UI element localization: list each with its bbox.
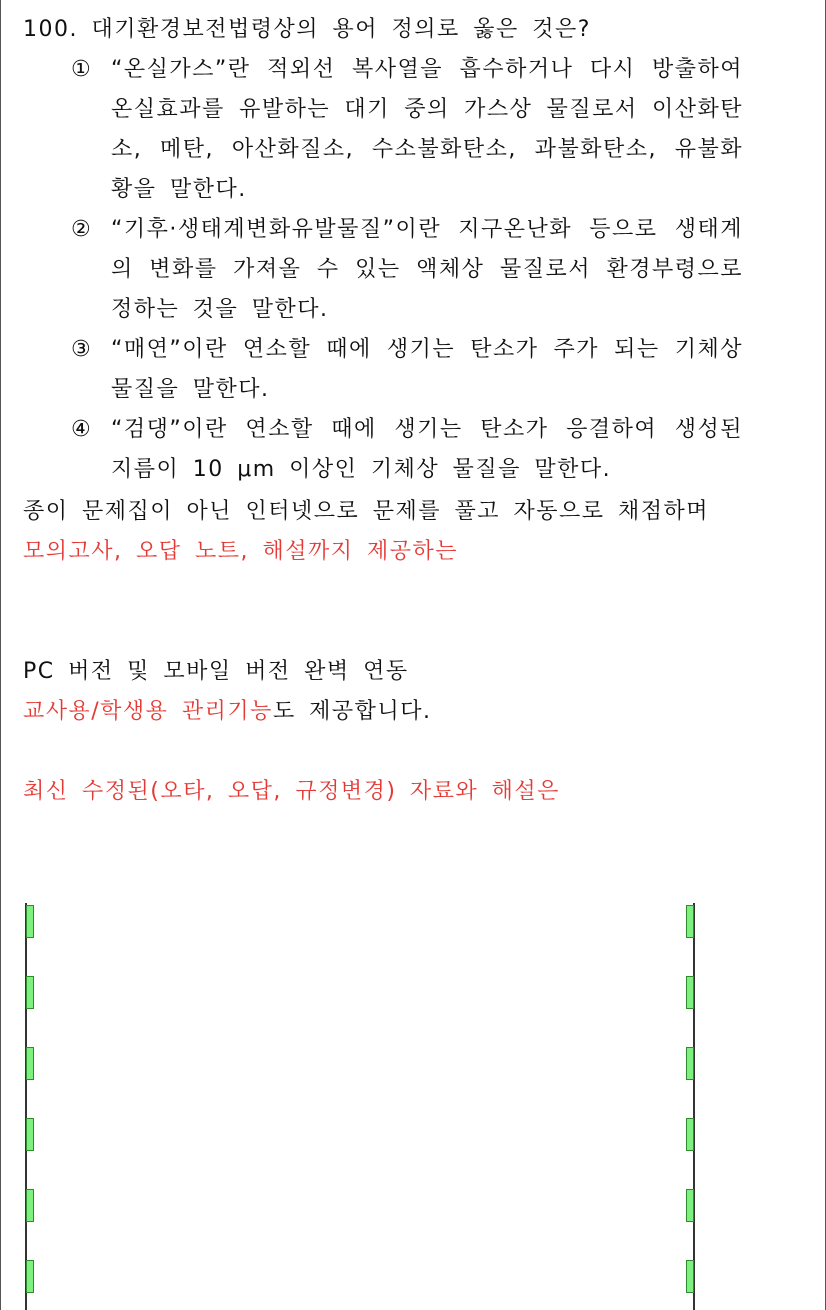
frame-marker [26,1260,34,1293]
option-2 [23,210,813,330]
frame-right-line [693,903,695,1310]
option-3-text: “매연”이란 연소할 때에 생기는 탄소가 주가 되는 기체상 물질을 말한다. [111,337,743,402]
option-2-number: ② [71,217,93,242]
frame-marker [26,976,34,1009]
frame-marker [26,1189,34,1222]
option-3-number: ③ [71,337,93,362]
question-title: 100. 대기환경보전법령상의 용어 정의로 옳은 것은? [23,17,591,42]
frame-marker [686,1118,694,1151]
promo-line-management [23,692,813,732]
frame-marker [686,905,694,938]
option-3 [23,330,813,410]
option-4-text: “검댕”이란 연소할 때에 생기는 탄소가 응결하여 생성된 지름이 10 μm 이상인 기체상 물질을 말한다. [111,417,743,482]
promo-management-rest: 도 제공합니다. [272,699,432,724]
frame-marker [686,1047,694,1080]
promo-line-latest: 최신 수정된(오타, 오답, 규정변경) 자료와 해설은 [23,779,560,804]
option-2-text: “기후·생태계변화유발물질”이란 지구온난화 등으로 생태계의 변화를 가져올 수 있는 액체상 물질로서 환경부령으로 정하는 것을 말한다. [111,217,743,322]
option-1-number: ① [71,57,93,82]
frame-marker [686,1189,694,1222]
frame-left-line [25,903,27,1310]
frame-marker [26,1118,34,1151]
promo-line-features: 모의고사, 오답 노트, 해설까지 제공하는 [23,539,458,564]
promo-line-pc-mobile: PC 버전 및 모바일 버전 완벽 연동 [23,659,409,684]
promo-line-online: 종이 문제집이 아닌 인터넷으로 문제를 풀고 자동으로 채점하며 [23,499,710,524]
frame-marker [26,1047,34,1080]
promo-management-highlight: 교사용/학생용 관리기능 [23,699,273,724]
frame-marker [686,1260,694,1293]
option-1 [23,50,813,210]
content-frame [25,903,695,1310]
option-4-number: ④ [71,417,93,442]
option-1-text: “온실가스”란 적외선 복사열을 흡수하거나 다시 방출하여 온실효과를 유발하는 대기 중의 가스상 물질로서 이산화탄소, 메탄, 아산화질소, 수소불화탄소, 과불화탄소, 유불화황을 말한다. [111,57,743,202]
frame-marker [26,905,34,938]
question-block [23,10,813,490]
frame-marker [686,976,694,1009]
option-4 [23,410,813,490]
